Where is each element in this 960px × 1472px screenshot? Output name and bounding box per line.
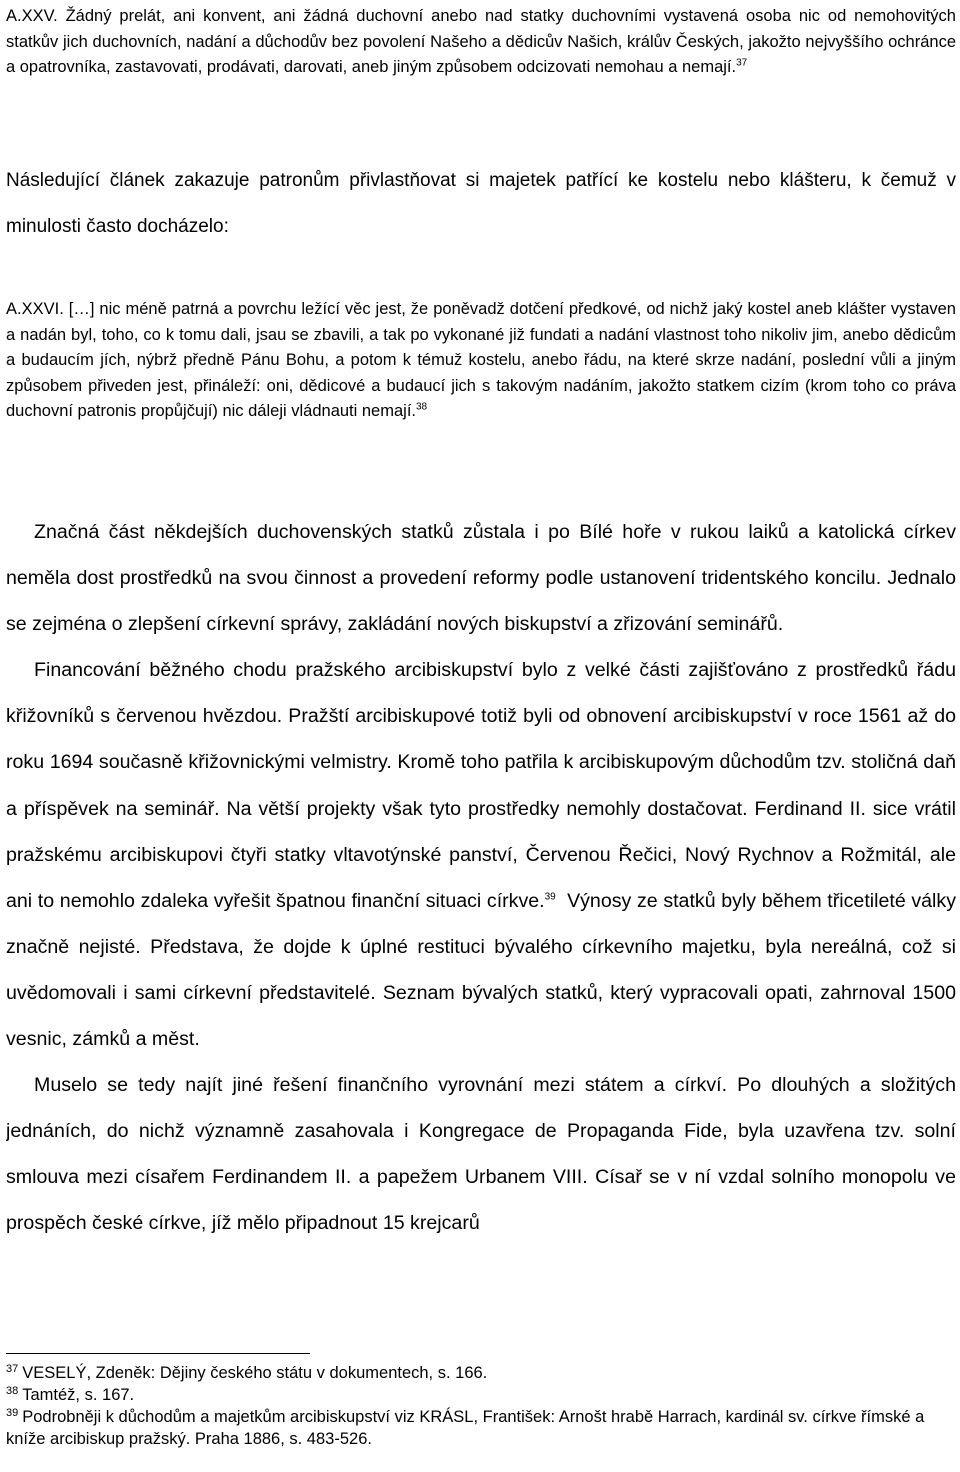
- body-paragraph: Muselo se tedy najít jiné řešení finančního vyrovnání mezi státem a církví. Po dlouhých a složitých jednáních, do nichž významně zasahovala i Kongregace de Propaganda Fide, byla uzavřena tzv. solní smlouva mezi císařem Ferdinandem II. a papežem Urbanem VIII. Císař se v ní vzdal solního monopolu ve prospěch české církve, jíž mělo připadnout 15 krejcarů: [6, 1074, 956, 1235]
- footnote-ref[interactable]: 37: [736, 57, 748, 69]
- commentary-block: [6, 158, 956, 250]
- body-text-segment: Výnosy ze statků byly během třicetileté války značně nejisté. Představa, že dojde k úplné restituci bývalého církevního majetku, byla nereálná, což si uvědomovali i sami církevní představitelé. Seznam bývalých statků, který vypracovali opati, zahrnoval 1500 vesnic, zámků a měst.: [6, 889, 956, 1051]
- body-paragraph: Značná část někdejších duchovenských statků zůstala i po Bílé hoře v rukou laiků a katolická církev neměla dost prostředků na svou činnost a provedení reformy podle ustanovení tridentského koncilu. Jednalo se zejména o zlepšení církevní správy, zakládání nových biskupství a zřizování seminářů.: [6, 521, 956, 636]
- quote-paragraph: [6, 4, 956, 81]
- quote-text: A.XXV. Žádný prelát, ani konvent, ani žádná duchovní anebo nad statky duchovními vystavená osoba nic od nemohovitých statkův jich duchovních, nadání a důchodův bez povolení Našeho a dědicův Našich, králův Českých, jakožto nejvyššího ochránce a opatrovníka, zastavovati, prodávati, darovati, aneb jiným způsobem odcizovati nemohau a nemají.: [6, 7, 956, 76]
- footnote: [6, 1362, 956, 1384]
- body-paragraph: [6, 647, 956, 1062]
- footnote-number: 37: [6, 1362, 19, 1375]
- document-page: [6, 0, 956, 1472]
- quote-article-xxvi: [6, 297, 956, 425]
- footnote-number: 39: [6, 1406, 19, 1419]
- footnote-divider: [6, 1353, 310, 1354]
- quote-text: A.XXVI. […] nic méně patrná a povrchu ležící věc jest, že poněvadž dotčení předkové, od nichž jaký kostel aneb klášter vystaven a nadán byl, toho, co k tomu dali, jsau se zbavili, a tak po vykonané již fundati a nadání vlastnost toho nikoliv jim, anebo dědicům a budaucím jích, nýbrž předně Pánu Bohu, a potom k témuž kostelu, anebo řádu, na které skrze nadání, poslední vůli a jiným způsobem přiveden jest, přináleží: oni, dědicové a budaucí jich s takovým nadáním, jakožto statkem cizím (krom toho co práva duchovní patronis propůjčují) nic dáleji vládnauti nemají.: [6, 300, 956, 421]
- footnote-ref[interactable]: 38: [416, 401, 428, 413]
- footnote-text: VESELÝ, Zdeněk: Dějiny českého státu v dokumentech, s. 166.: [22, 1364, 488, 1382]
- footnote-ref[interactable]: 39: [544, 891, 556, 903]
- footnote-text: Podrobněji k důchodům a majetkům arcibiskupství viz KRÁSL, František: Arnošt hrabě Harrach, kardinál sv. církve římské a kníže arcibiskup pražský. Praha 1886, s. 483-526.: [6, 1408, 925, 1448]
- commentary-paragraph: Následující článek zakazuje patronům přivlastňovat si majetek patřící ke kostelu nebo klášteru, k čemuž v minulosti často docházelo:: [6, 170, 956, 237]
- footnote-number: 38: [6, 1384, 19, 1397]
- footnotes: [6, 1362, 956, 1450]
- quote-article-xxv: [6, 4, 956, 81]
- body-text-segment: Financování běžného chodu pražského arcibiskupství bylo z velké části zajišťováno z prostředků řádu křižovníků s červenou hvězdou. Pražští arcibiskupové totiž byli od obnovení arcibiskupství v roce 1561 až do roku 1694 současně křižovnickými velmistry. Kromě toho patřila k arcibiskupovým důchodům tzv. stoličná daň a příspěvek na seminář. Na větší projekty však tyto prostředky nemohly dostačovat. Ferdinand II. sice vrátil pražskému arcibiskupovi čtyři statky vltavotýnské panství, Červenou Řečici, Nový Rychnov a Rožmitál, ale ani to nemohlo zdaleka vyřešit špatnou finanční situaci církve.: [6, 659, 956, 912]
- footnote: [6, 1384, 956, 1406]
- footnote: [6, 1406, 956, 1450]
- footnote-text: Tamtéž, s. 167.: [22, 1386, 135, 1404]
- body-text: [6, 509, 956, 1247]
- quote-paragraph: [6, 297, 956, 425]
